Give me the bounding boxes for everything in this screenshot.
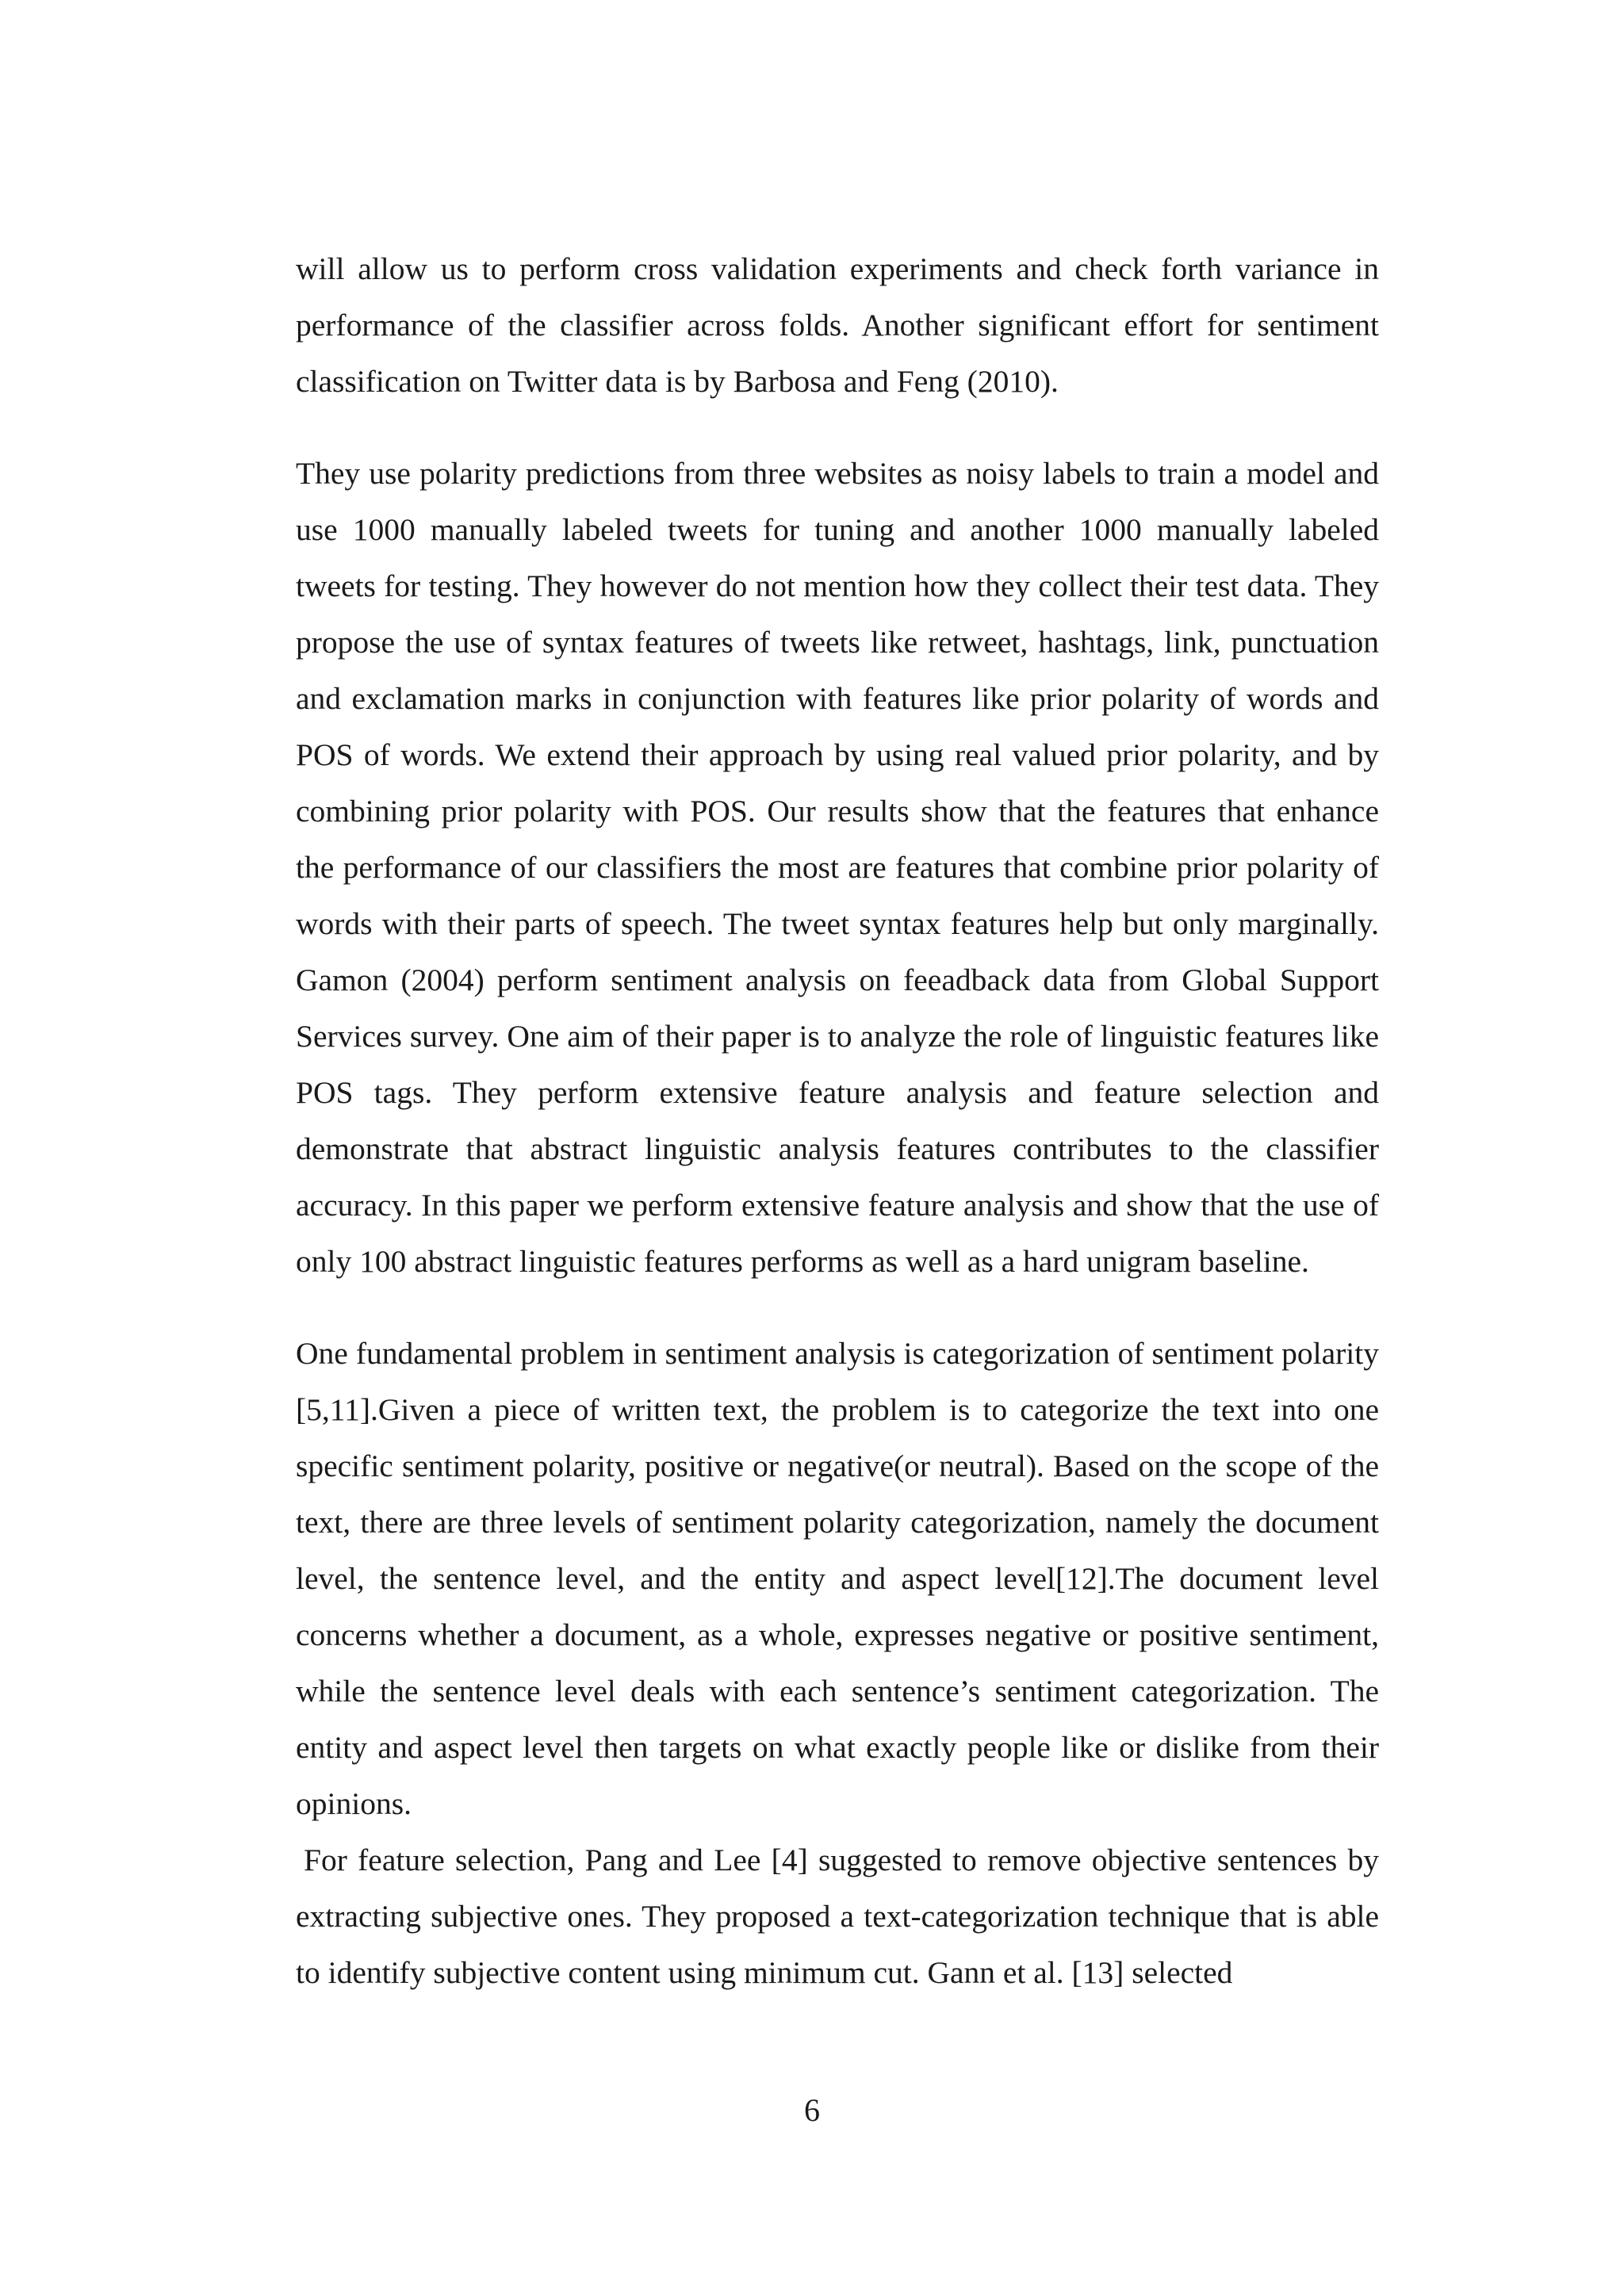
paragraph-barbosa-feng: They use polarity predictions from three websites as noisy labels to train a model and use 1000 manually labeled tweets for tuning and another 1000 manually labeled tweets for testing. They however do not mention how they collect their test data. They propose the use of syntax features of tweets like retweet, hashtags, link, punctuation and exclamation marks in conjunction with features like prior polarity of words and POS of words. We extend their approach by using real valued prior polarity, and by combining prior polarity with POS. Our results show that the features that enhance the performance of our classifiers the most are features that combine prior polarity of words with their parts of speech. The tweet syntax features help but only marginally. Gamon (2004) perform sentiment analysis on feeadback data from Global Support Services survey. One aim of their paper is to analyze the role of linguistic features like POS tags. They perform extensive feature analysis and feature selection and demonstrate that abstract linguistic analysis features contributes to the classifier accuracy. In this paper we perform extensive feature analysis and show that the use of only 100 abstract linguistic features performs as well as a hard unigram baseline. — [296, 456, 1379, 1279]
paragraph-cross-validation: will allow us to perform cross validation experiments and check forth variance in performance of the classifier across folds. Another significant effort for sentiment classification on Twitter data is by Barbosa and Feng (2010). — [296, 251, 1379, 399]
paragraph-sentiment-polarity: One fundamental problem in sentiment analysis is categorization of sentiment polarity [5,11].Given a piece of written text, the problem is to categorize the text into one specific sentiment polarity, positive or negative(or neutral). Based on the scope of the text, there are three levels of sentiment polarity categorization, namely the document level, the sentence level, and the entity and aspect level[12].The document level concerns whether a document, as a whole, expresses negative or positive sentiment, while the sentence level deals with each sentence’s sentiment categorization. The entity and aspect level then targets on what exactly people like or dislike from their opinions. — [296, 1336, 1379, 1821]
page-body — [296, 241, 1379, 2001]
page-number: 6 — [804, 2092, 820, 2128]
paragraph-feature-selection: For feature selection, Pang and Lee [4] suggested to remove objective sentences by extracting subjective ones. They proposed a text-categorization technique that is able to identify subjective content using minimum cut. Gann et al. [13] selected — [296, 1843, 1379, 1990]
